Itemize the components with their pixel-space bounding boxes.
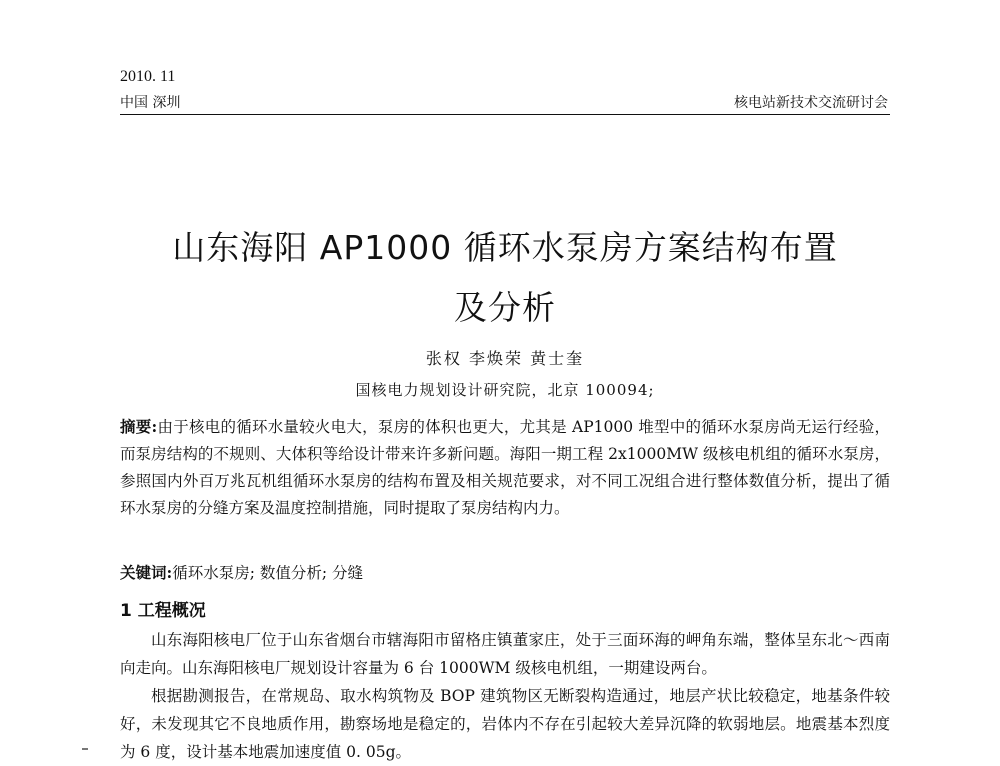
header-date: 2010. 11 xyxy=(120,68,176,85)
keywords-text: 循环水泵房; 数值分析; 分缝 xyxy=(172,564,364,582)
scan-artifact xyxy=(82,748,88,750)
keywords-label: 关键词: xyxy=(120,563,173,582)
paper-title-line1: 山东海阳 AP1000 循环水泵房方案结构布置 xyxy=(172,228,838,267)
paper-title-line2: 及分析 xyxy=(454,288,556,327)
section-heading: 1 工程概况 xyxy=(120,601,206,621)
abstract-text: 由于核电的循环水量较火电大，泵房的体积也更大，尤其是 AP1000 堆型中的循环水泵房尚无运行经验，而泵房结构的不规则、大体积等给设计带来许多新问题。海阳一期工程 2x1000MW 级核电机组的循环水泵房，参照国内外百万兆瓦机组循环水泵房的结构布置及相关规范要求，对不同工况组合进行整体数值分析，提出了循环水泵房的分缝方案及温度控制措施，同时提取了泵房结构内力。 xyxy=(120,418,890,517)
authors: 张权 李焕荣 黄士奎 xyxy=(425,349,585,368)
header-conference: 核电站新技术交流研讨会 xyxy=(734,95,888,111)
section-body xyxy=(120,626,890,766)
abstract-label: 摘要: xyxy=(120,417,158,436)
paragraph: 山东海阳核电厂位于山东省烟台市辖海阳市留格庄镇董家庄，处于三面环海的岬角东端，整体呈东北～西南向走向。山东海阳核电厂规划设计容量为 6 台 1000WM 级核电机组，一期建设两台。 xyxy=(120,631,890,677)
abstract xyxy=(120,413,890,522)
running-header xyxy=(120,92,890,115)
paragraph: 根据勘测报告，在常规岛、取水构筑物及 BOP 建筑物区无断裂构造通过，地层产状比较稳定，地基条件较好，未发现其它不良地质作用，勘察场地是稳定的，岩体内不存在引起较大差异沉降的软弱地层。地震基本烈度为 6 度，设计基本地震加速度值 0. 05g。 xyxy=(120,687,890,761)
keywords xyxy=(120,561,890,583)
header-location: 中国 深圳 xyxy=(120,95,181,111)
affiliation: 国核电力规划设计研究院，北京 100094; xyxy=(355,381,655,399)
